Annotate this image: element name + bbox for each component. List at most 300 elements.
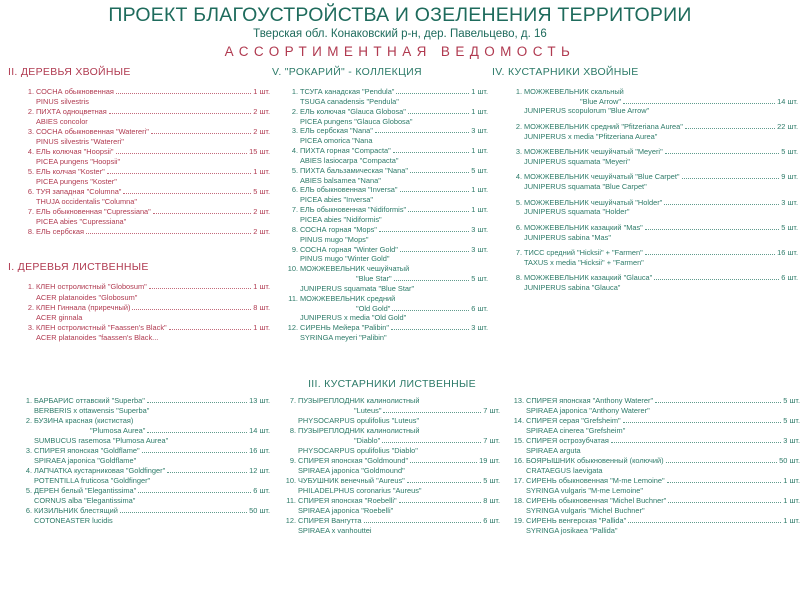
list-item	[22, 167, 270, 187]
list-conifer-shrubs	[492, 87, 798, 293]
leader-dots	[169, 328, 252, 330]
item-russian-line	[524, 122, 798, 132]
item-russian-line	[36, 187, 270, 197]
list-item	[510, 198, 798, 217]
item-number: 1.	[25, 396, 32, 405]
item-latin-name: JUNIPERUS x media "Pfitzeriana Aurea"	[524, 131, 658, 141]
item-quantity: 22 шт.	[777, 121, 798, 131]
document-type-title: АССОРТИМЕНТНАЯ ВЕДОМОСТЬ	[224, 43, 576, 59]
list-item	[512, 416, 800, 436]
item-number: 12.	[287, 323, 298, 333]
leader-dots	[153, 212, 251, 214]
item-russian-name: МОЖЖЕВЕЛЬНИК казацкий "Mas"	[524, 222, 643, 232]
item-quantity: 6 шт.	[253, 486, 270, 496]
list-item	[22, 207, 270, 227]
leader-dots	[123, 192, 251, 194]
item-russian-name: БАРБАРИС оттавский "Superba"	[34, 396, 145, 405]
leader-dots	[147, 431, 247, 433]
item-russian-name: ЧУБУШНИК венечный "Aureus"	[298, 476, 405, 486]
leader-dots	[116, 92, 251, 94]
item-number: 14.	[513, 416, 524, 426]
item-quantity: 5 шт.	[253, 187, 270, 197]
item-quantity: 14 шт.	[249, 426, 270, 436]
item-russian-name: ЕЛЬ сербская	[36, 227, 84, 237]
item-latin-name: SYRINGA meyeri "Palibin"	[300, 333, 387, 343]
list-item	[510, 273, 798, 292]
item-latin-name: JUNIPERUS squamata "Meyeri"	[524, 156, 630, 166]
item-quantity: 50 шт.	[779, 456, 800, 466]
item-latin-name: BERBERIS x ottawensis "Superba"	[34, 406, 150, 416]
leader-dots	[666, 461, 778, 463]
list-item	[286, 225, 488, 245]
leader-dots	[383, 411, 481, 413]
item-cultivar-line	[300, 304, 488, 314]
item-russian-name: МОЖЖЕВЕЛЬНИК средний "Pfitzeriana Aurea"	[524, 121, 683, 131]
item-quantity: 7 шт.	[483, 436, 500, 446]
list-item	[286, 146, 488, 166]
item-latin-name: PICEA pungens "Koster"	[36, 177, 117, 187]
leader-dots	[407, 481, 482, 483]
item-quantity: 9 шт.	[781, 172, 798, 182]
item-cultivar: "Luteus"	[354, 406, 382, 416]
item-latin-name: COTONEASTER lucidis	[34, 516, 113, 526]
leader-dots	[655, 401, 781, 403]
item-russian-name: ПИХТА горная "Compacta"	[300, 146, 391, 156]
item-number: 2.	[25, 416, 32, 426]
item-quantity: 14 шт.	[777, 96, 798, 106]
item-number: 2.	[27, 302, 34, 312]
item-russian-name: ЕЛЬ обыкновенная "Cupressiana"	[36, 207, 151, 217]
item-number: 4.	[515, 172, 522, 182]
item-latin-name: PINUS mugo "Mops"	[300, 234, 369, 244]
leader-dots	[109, 112, 252, 114]
list-item	[22, 107, 270, 127]
item-quantity: 3 шт.	[471, 126, 488, 136]
item-russian-line	[524, 198, 798, 208]
list-rockery	[272, 87, 488, 343]
item-quantity: 2 шт.	[253, 127, 270, 137]
item-russian-name: КЛЕН остролистный "Faassen's Black"	[36, 322, 167, 332]
leader-dots	[408, 112, 469, 114]
item-russian-line	[36, 147, 270, 157]
item-latin-name: PINUS silvestris "Watereri"	[36, 137, 124, 147]
item-latin-name: PHILADELPHUS coronarius "Aureus"	[298, 486, 422, 496]
list-item	[510, 223, 798, 242]
list-item	[284, 496, 500, 516]
item-russian-line	[300, 205, 488, 215]
item-latin-name: JUNIPERUS sabina "Glauca"	[524, 283, 621, 292]
item-quantity: 1 шт.	[471, 185, 488, 195]
leader-dots	[375, 131, 469, 133]
item-number: 5.	[25, 486, 32, 496]
leader-dots	[410, 171, 469, 173]
item-russian-name: СПИРЕЯ японская "Goldmound"	[298, 456, 409, 466]
item-cultivar-line	[524, 97, 798, 107]
leader-dots	[147, 401, 247, 403]
leader-dots	[667, 481, 782, 483]
item-russian-name: СПИРЕЯ японская "Goldflame"	[34, 446, 140, 456]
item-quantity: 5 шт.	[471, 165, 488, 175]
item-russian-line	[524, 248, 798, 258]
item-number: 3.	[27, 127, 34, 137]
leader-dots	[392, 309, 469, 311]
leader-dots	[167, 471, 247, 473]
leader-dots	[410, 461, 477, 463]
item-latin-name: TSUGA canadensis "Pendula"	[300, 96, 399, 106]
item-russian-line	[36, 227, 270, 237]
item-latin-name: POTENTILLA fruticosa "Goldfinger"	[34, 476, 151, 486]
item-russian-line	[524, 223, 798, 233]
item-cultivar-line	[298, 436, 500, 446]
item-russian-name: МОЖЖЕВЕЛЬНИК казацкий "Glauca"	[524, 273, 653, 283]
section-heading-deciduous-shrubs: III. КУСТАРНИКИ ЛИСТВЕННЫЕ	[308, 378, 476, 390]
item-quantity: 1 шт.	[471, 205, 488, 215]
item-russian-line	[36, 282, 270, 292]
item-latin-name: SUMBUCUS rasemosa "Plumosa Aurea"	[34, 436, 169, 446]
item-russian-line	[36, 127, 270, 137]
item-cultivar-line	[34, 426, 270, 436]
item-russian-line	[34, 396, 270, 406]
item-russian-line	[300, 323, 488, 333]
list-item	[286, 264, 488, 294]
item-cultivar-line	[298, 406, 500, 416]
column-left	[8, 66, 270, 343]
item-quantity: 3 шт.	[783, 436, 800, 446]
item-russian-line	[34, 466, 270, 476]
item-number: 19.	[513, 516, 524, 526]
leader-dots	[142, 451, 248, 453]
list-item	[22, 303, 270, 323]
item-number: 9.	[289, 456, 296, 466]
item-latin-name: ACER ginnala	[36, 312, 83, 322]
leader-dots	[400, 250, 469, 252]
item-quantity: 6 шт.	[781, 273, 798, 283]
item-russian-name: СИРЕНЬ обыкновенная "M-me Lemoine"	[526, 476, 665, 486]
list-item	[22, 282, 270, 302]
item-number: 4.	[25, 466, 32, 476]
item-number: 3.	[27, 322, 34, 332]
leader-dots	[623, 102, 775, 104]
list-item	[22, 227, 270, 237]
item-russian-line	[524, 273, 798, 283]
item-latin-name: ABIES lasiocarpa "Compacta"	[300, 155, 399, 165]
item-russian-name: МОЖЖЕВЕЛЬНИК средний	[300, 293, 396, 303]
item-quantity: 2 шт.	[253, 107, 270, 117]
item-quantity: 6 шт.	[483, 516, 500, 526]
item-quantity: 16 шт.	[249, 446, 270, 456]
list-item	[20, 416, 270, 446]
item-number: 6.	[27, 187, 34, 197]
item-number: 5.	[27, 167, 34, 177]
item-number: 6.	[25, 506, 32, 516]
item-latin-name: JUNIPERUS squamata "Blue Carpet"	[524, 182, 647, 191]
item-russian-name: СПИРЕЯ японская "Roebelli"	[298, 496, 397, 506]
item-russian-line	[34, 446, 270, 456]
leader-dots	[382, 441, 481, 443]
leader-dots	[408, 210, 469, 212]
item-latin-name: PICEA abies "Cupressiana"	[36, 217, 127, 227]
item-russian-name: МОЖЖЕВЕЛЬНИК чешуйчатый "Blue Carpet"	[524, 172, 680, 182]
item-russian-name: МОЖЖЕВЕЛЬНИК скальный	[524, 87, 624, 96]
item-russian-line	[36, 107, 270, 117]
list-item	[284, 396, 500, 426]
item-latin-name: SPIRAEA arguta	[526, 446, 581, 456]
item-quantity: 3 шт.	[471, 224, 488, 234]
list-item	[512, 516, 800, 536]
column-middle	[272, 66, 488, 343]
item-cultivar: "Blue Arrow"	[580, 96, 621, 106]
item-quantity: 5 шт.	[781, 222, 798, 232]
item-number: 7.	[27, 207, 34, 217]
item-number: 7.	[289, 396, 296, 405]
item-quantity: 50 шт.	[249, 506, 270, 516]
item-number: 4.	[291, 146, 298, 156]
item-latin-name: SPIRAEA cinerea "Grefsheim"	[526, 426, 626, 436]
item-latin-name: JUNIPERUS scopulorum "Blue Arrow"	[524, 106, 650, 116]
leader-dots	[628, 521, 781, 523]
item-number: 7.	[291, 205, 298, 215]
section-heading-deciduous-trees: I. ДЕРЕВЬЯ ЛИСТВЕННЫЕ	[8, 261, 149, 274]
leader-dots	[391, 328, 469, 330]
item-russian-line	[298, 476, 500, 486]
item-quantity: 3 шт.	[781, 197, 798, 207]
item-latin-name: PHYSOCARPUS opulifolius "Luteus"	[298, 416, 420, 426]
item-latin-name: JUNIPERUS sabina "Mas"	[524, 232, 611, 242]
item-latin-name: SYRINGA josikaea "Pallida"	[526, 526, 618, 536]
item-number: 10.	[285, 476, 296, 486]
leader-dots	[149, 287, 252, 289]
item-russian-name: СИРЕНЬ Мейера "Palibin"	[300, 323, 390, 333]
leader-dots	[665, 152, 780, 154]
item-number: 8.	[515, 273, 522, 283]
item-number: 7.	[515, 248, 522, 258]
item-russian-name: СИРЕНЬ обыкновенная "Michel Buchner"	[526, 496, 667, 506]
list-item	[512, 436, 800, 456]
list-item	[22, 87, 270, 107]
leader-dots	[120, 511, 247, 513]
item-russian-name: СИРЕНЬ венгерская "Pallida"	[526, 516, 627, 526]
item-russian-line	[36, 323, 270, 333]
item-quantity: 8 шт.	[253, 302, 270, 312]
item-quantity: 6 шт.	[471, 303, 488, 313]
item-number: 4.	[27, 147, 34, 157]
list-item	[20, 466, 270, 486]
item-quantity: 1 шт.	[471, 106, 488, 116]
leader-dots	[396, 92, 469, 94]
item-russian-line	[526, 456, 800, 466]
list-item	[510, 172, 798, 191]
item-russian-name: ЛАПЧАТКА кустарниковая "Goldfinger"	[34, 466, 166, 476]
item-latin-name: PICEA omorica "Nana	[300, 136, 373, 146]
item-russian-line	[36, 303, 270, 313]
list-item	[286, 166, 488, 186]
item-quantity: 5 шт.	[783, 396, 800, 405]
leader-dots	[685, 127, 775, 129]
item-quantity: 1 шт.	[471, 146, 488, 156]
list-item	[286, 323, 488, 343]
item-russian-line	[300, 166, 488, 176]
leader-dots	[107, 172, 252, 174]
list-item	[286, 185, 488, 205]
item-latin-name: THUJA occidentalis "Columna"	[36, 197, 137, 207]
item-latin-name: PICEA abies "Nidiformis"	[300, 214, 382, 224]
item-quantity: 5 шт.	[783, 416, 800, 426]
list-item	[20, 506, 270, 526]
item-number: 10.	[287, 264, 298, 274]
list-item	[20, 396, 270, 416]
list-item	[512, 456, 800, 476]
list-item	[512, 476, 800, 496]
item-quantity: 13 шт.	[249, 396, 270, 405]
item-cultivar: "Plumosa Aurea"	[90, 426, 146, 436]
item-cultivar-line	[300, 274, 488, 284]
item-russian-name: ПУЗЫРЕПЛОДНИК калинолистный	[298, 426, 420, 436]
item-russian-name: СПИРЕЯ серая "Grefsheim"	[526, 416, 621, 426]
leader-dots	[379, 230, 469, 232]
page-title: ПРОЕКТ БЛАГОУСТРОЙСТВА И ОЗЕЛЕНЕНИЯ ТЕРРИТОРИИ	[108, 4, 692, 26]
list-item	[20, 486, 270, 506]
item-latin-name: PHYSOCARPUS opulifolius "Diablo"	[298, 446, 418, 456]
item-quantity: 15 шт.	[249, 147, 270, 157]
item-russian-name: СОСНА обыкновенная "Watereri"	[36, 127, 149, 137]
item-quantity: 1 шт.	[253, 87, 270, 96]
item-russian-line	[36, 87, 270, 97]
item-latin-name: CORNUS alba "Elegantissima"	[34, 496, 136, 506]
list-deciduous-shrubs-left	[8, 396, 270, 526]
leader-dots	[623, 421, 782, 423]
item-quantity: 2 шт.	[253, 207, 270, 217]
leader-dots	[668, 501, 781, 503]
item-number: 1.	[27, 282, 34, 292]
item-russian-name: МОЖЖЕВЕЛЬНИК чешуйчатый "Holder"	[524, 197, 663, 207]
item-quantity: 3 шт.	[471, 323, 488, 333]
item-latin-name: PICEA pungens "Glauca Globosa"	[300, 116, 413, 126]
item-latin-name: ABIES balsamea "Nana"	[300, 175, 381, 185]
list-item	[20, 446, 270, 466]
item-latin-name: JUNIPERUS squamata "Blue Star"	[300, 283, 415, 293]
item-quantity: 5 шт.	[781, 147, 798, 157]
location-subtitle: Тверская обл. Конаковский р-н, дер. Павельцево, д. 16	[253, 28, 547, 41]
item-number: 8.	[27, 227, 34, 237]
leader-dots	[645, 253, 775, 255]
item-quantity: 8 шт.	[483, 496, 500, 506]
leader-dots	[682, 177, 780, 179]
item-number: 5.	[291, 165, 298, 175]
item-russian-line	[300, 185, 488, 195]
item-russian-name: БОЯРЫШНИК обыкновенный (колючий)	[526, 456, 664, 466]
item-russian-line	[36, 207, 270, 217]
item-number: 6.	[515, 222, 522, 232]
item-russian-name: КЛЕН остролистный "Globosum"	[36, 282, 147, 292]
item-latin-name: SPIRAEA japonica "Roebelli"	[298, 506, 394, 516]
item-russian-name: ТСУГА канадская "Pendula"	[300, 87, 395, 96]
item-cultivar: "Old Gold"	[356, 303, 391, 313]
item-latin-name: TAXUS x media "Hicksii" + "Farmen"	[524, 257, 644, 267]
item-latin-name: JUNIPERUS x media "Old Gold"	[300, 313, 407, 323]
leader-dots	[393, 151, 470, 153]
list-item	[284, 426, 500, 456]
item-quantity: 1 шт.	[471, 87, 488, 96]
section-heading-conifer-shrubs: IV. КУСТАРНИКИ ХВОЙНЫЕ	[492, 66, 639, 78]
item-number: 3.	[515, 147, 522, 157]
item-latin-name: SPIRAEA japonica "Goldflame"	[34, 456, 137, 466]
item-latin-name: ACER platanoides "Globosum"	[36, 292, 138, 302]
column-lower-right	[500, 396, 800, 536]
item-quantity: 1 шт.	[253, 322, 270, 332]
item-number: 2.	[515, 121, 522, 131]
item-quantity: 5 шт.	[471, 274, 488, 284]
item-quantity: 1 шт.	[253, 282, 270, 292]
item-russian-line	[300, 225, 488, 235]
item-latin-name: SPIRAEA japonica "Anthony Waterer"	[526, 406, 650, 416]
item-russian-name: БУЗИНА красная (кистистая)	[34, 416, 134, 426]
list-item	[286, 205, 488, 225]
leader-dots	[116, 152, 248, 154]
document-header	[0, 0, 800, 59]
leader-dots	[400, 190, 470, 192]
item-quantity: 1 шт.	[783, 516, 800, 526]
item-russian-name: МОЖЖЕВЕЛЬНИК чешуйчатый "Meyeri"	[524, 147, 663, 157]
list-item	[286, 294, 488, 324]
item-russian-line	[34, 486, 270, 496]
item-russian-line	[300, 245, 488, 255]
item-latin-name: CRATAEGUS laevigata	[526, 466, 603, 476]
list-item	[284, 456, 500, 476]
item-number: 11.	[288, 293, 298, 303]
list-item	[22, 323, 270, 343]
list-item	[284, 476, 500, 496]
item-russian-line	[526, 476, 800, 486]
item-quantity: 7 шт.	[483, 406, 500, 416]
leader-dots	[645, 228, 779, 230]
list-item	[22, 127, 270, 147]
item-russian-line	[300, 146, 488, 156]
list-item	[286, 87, 488, 107]
column-right	[492, 66, 798, 293]
list-item	[22, 187, 270, 207]
item-russian-line	[36, 167, 270, 177]
item-quantity: 3 шт.	[471, 244, 488, 254]
item-russian-name: ТИСС средний "Hicksii" + "Farmen"	[524, 248, 643, 258]
list-item	[284, 516, 500, 536]
item-cultivar: "Blue Star"	[356, 274, 392, 284]
list-item	[286, 126, 488, 146]
item-russian-line	[298, 516, 500, 526]
item-russian-line	[524, 172, 798, 182]
item-number: 12.	[285, 516, 296, 526]
item-latin-name: ABIES concolor	[36, 117, 88, 127]
item-number: 2.	[27, 107, 34, 117]
leader-dots	[151, 132, 251, 134]
item-number: 16.	[513, 456, 524, 466]
item-russian-name: СПИРЕЯ японская "Anthony Waterer"	[526, 396, 654, 405]
item-russian-line	[300, 107, 488, 117]
item-number: 8.	[289, 426, 296, 436]
section-heading-rockery: V. "РОКАРИЙ" - КОЛЛЕКЦИЯ	[272, 66, 422, 78]
item-number: 2.	[291, 106, 298, 116]
item-quantity: 19 шт.	[479, 456, 500, 466]
item-number: 1.	[515, 87, 522, 96]
item-russian-line	[300, 87, 488, 97]
item-number: 3.	[291, 126, 298, 136]
item-number: 3.	[25, 446, 32, 456]
item-russian-name: ПИХТА бальзамическая "Nana"	[300, 165, 408, 175]
item-quantity: 1 шт.	[783, 496, 800, 506]
list-item	[510, 87, 798, 116]
item-number: 1.	[291, 87, 298, 96]
list-deciduous-trees	[8, 282, 270, 342]
item-latin-name: SPIRAEA japonica "Goldmound"	[298, 466, 405, 476]
